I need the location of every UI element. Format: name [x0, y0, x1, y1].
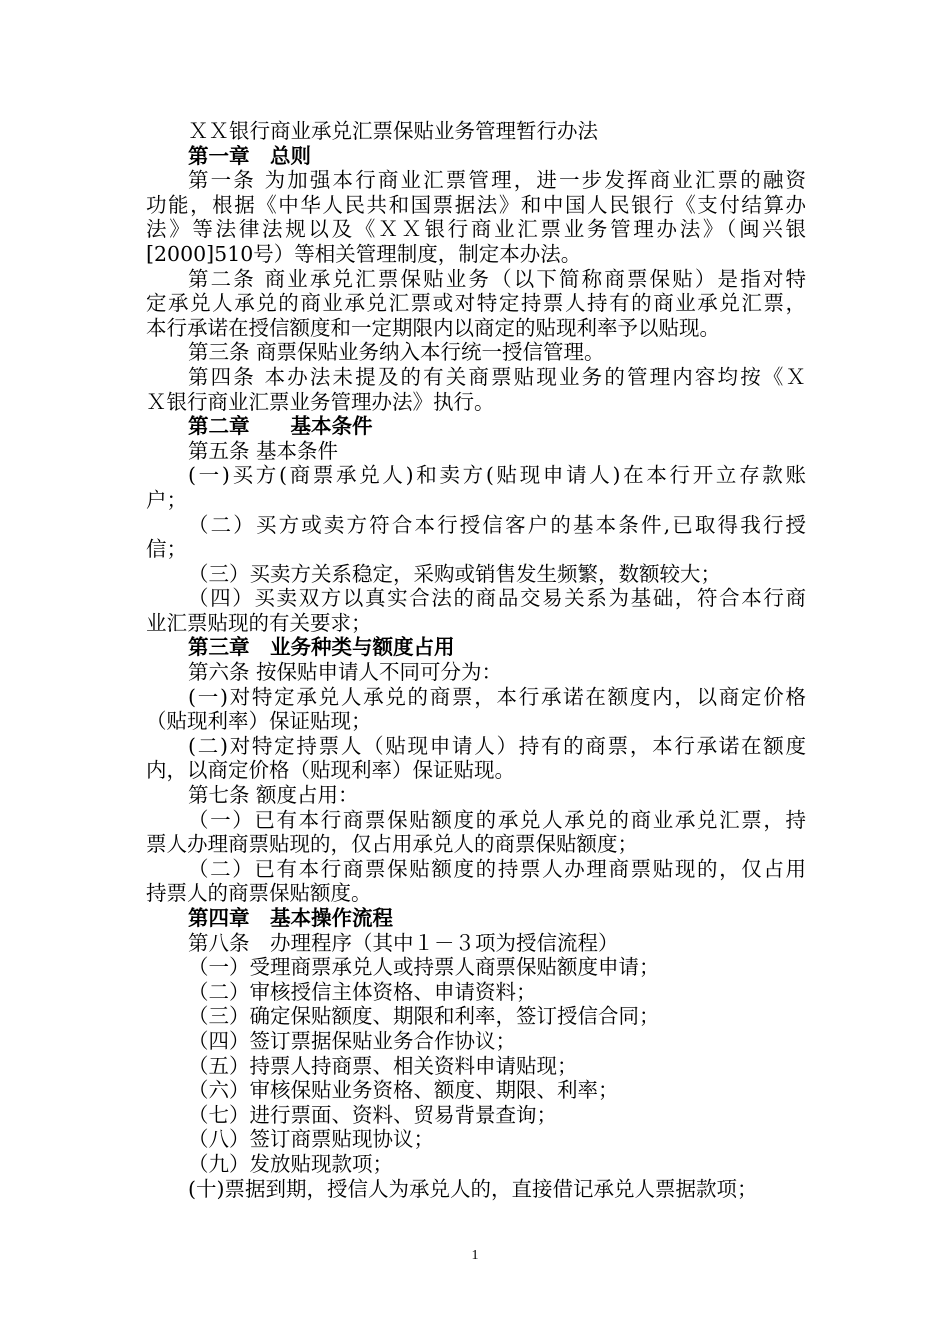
text-line: （二）买方或卖方符合本行授信客户的基本条件,已取得我行授 [188, 512, 806, 537]
text-line: （七）进行票面、资料、贸易背景查询； [188, 1102, 557, 1127]
text-line: 户； [146, 487, 187, 512]
text-line: （六）审核保贴业务资格、额度、期限、利率； [188, 1078, 619, 1103]
text-line: 持票人的商票保贴额度。 [146, 881, 372, 906]
text-line: 第四条 本办法未提及的有关商票贴现业务的管理内容均按《Ｘ [188, 364, 806, 389]
text-line: 第一章 总则 [188, 143, 311, 168]
text-line: （四）签订票据保贴业务合作协议； [188, 1028, 516, 1053]
text-line: 第八条 办理程序（其中１－３项为授信流程） [188, 930, 619, 955]
text-line: （四）买卖双方以真实合法的商品交易关系为基础，符合本行商 [188, 586, 806, 611]
text-line: 第二章 基本条件 [188, 414, 373, 439]
text-line: (二)对特定持票人（贴现申请人）持有的商票，本行承诺在额度 [188, 733, 806, 758]
text-line: 第五条 基本条件 [188, 438, 339, 463]
text-line: (一)买方(商票承兑人)和卖方(贴现申请人)在本行开立存款账 [188, 463, 806, 488]
text-line: 业汇票贴现的有关要求； [146, 610, 372, 635]
text-line: （三）买卖方关系稳定，采购或销售发生频繁，数额较大； [188, 561, 721, 586]
text-line: （一）受理商票承兑人或持票人商票保贴额度申请； [188, 955, 660, 980]
text-line: 第四章 基本操作流程 [188, 906, 393, 930]
text-line: 第六条 按保贴申请人不同可分为： [188, 660, 503, 685]
text-line: (一)对特定承兑人承兑的商票，本行承诺在额度内，以商定价格 [188, 684, 806, 709]
text-line: （九）发放贴现款项； [188, 1151, 393, 1176]
text-line: 功能，根据《中华人民共和国票据法》和中国人民银行《支付结算办 [146, 192, 806, 217]
text-line: 第七条 额度占用： [188, 783, 359, 808]
text-line: （贴现利率）保证贴现； [146, 709, 372, 734]
document-body [146, 119, 806, 1201]
text-line: 法》等法律法规以及《ＸＸ银行商业汇票业务管理办法》（闽兴银 [146, 217, 806, 242]
text-line: 第三章 业务种类与额度占用 [188, 635, 455, 660]
text-line: （二）审核授信主体资格、申请资料； [188, 979, 537, 1004]
text-line: 第一条 为加强本行商业汇票管理，进一步发挥商业汇票的融资 [188, 168, 806, 193]
text-line: 第三条 商票保贴业务纳入本行统一授信管理。 [188, 340, 605, 365]
text-line: 内，以商定价格（贴现利率）保证贴现。 [146, 758, 515, 783]
text-line: （一）已有本行商票保贴额度的承兑人承兑的商业承兑汇票，持 [188, 807, 806, 832]
text-line: (十)票据到期，授信人为承兑人的，直接借记承兑人票据款项； [188, 1176, 758, 1201]
text-line: 本行承诺在授信额度和一定期限内以商定的贴现利率予以贴现。 [146, 315, 720, 340]
text-line: ＸＸ银行商业承兑汇票保贴业务管理暂行办法 [188, 119, 598, 143]
text-line: （二）已有本行商票保贴额度的持票人办理商票贴现的，仅占用 [188, 856, 806, 881]
text-line: [2000]510号）等相关管理制度，制定本办法。 [146, 241, 582, 266]
text-line: 第二条 商业承兑汇票保贴业务（以下简称商票保贴）是指对特 [188, 266, 806, 291]
page-number: 1 [471, 1248, 479, 1263]
text-line: 信； [146, 537, 187, 562]
text-line: （八）签订商票贴现协议； [188, 1127, 434, 1152]
text-line: （三）确定保贴额度、期限和利率，签订授信合同； [188, 1004, 660, 1029]
text-line: 定承兑人承兑的商业承兑汇票或对特定持票人持有的商业承兑汇票， [146, 291, 806, 316]
text-line: （五）持票人持商票、相关资料申请贴现； [188, 1053, 578, 1078]
text-line: 票人办理商票贴现的，仅占用承兑人的商票保贴额度； [146, 832, 638, 857]
text-line: Ｘ银行商业汇票业务管理办法》执行。 [146, 389, 495, 414]
